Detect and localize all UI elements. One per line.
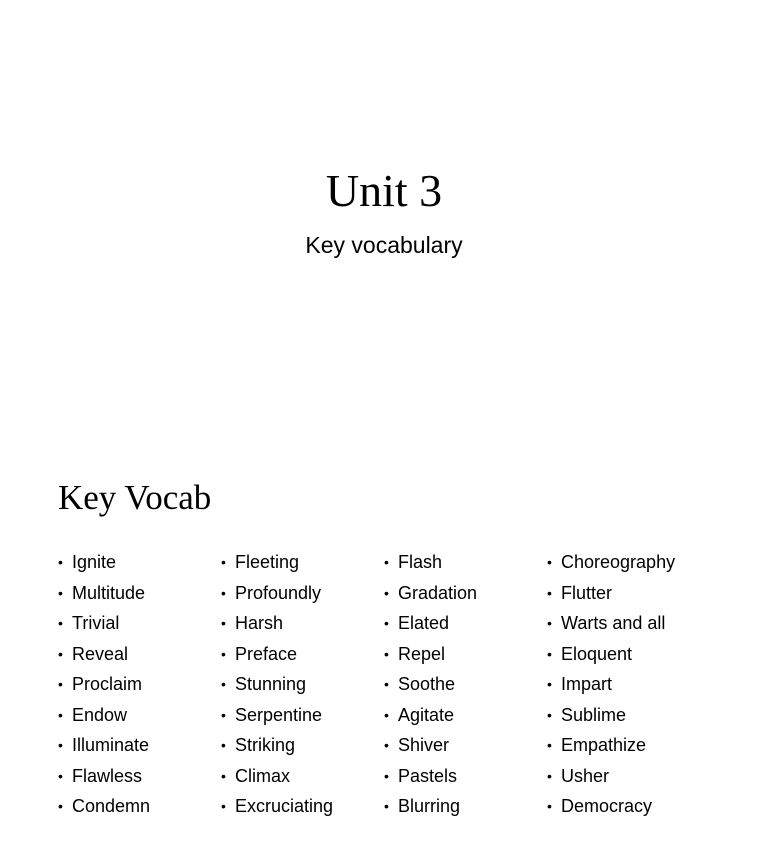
vocab-word: Soothe — [398, 674, 456, 694]
bullet-icon: • — [384, 584, 389, 601]
bullet-icon: • — [58, 737, 63, 753]
bullet-icon: • — [384, 798, 389, 814]
vocab-column-1 — [58, 547, 218, 822]
vocab-item — [384, 700, 544, 731]
bullet-icon: • — [547, 706, 552, 723]
vocab-item — [221, 730, 381, 761]
vocab-word: Usher — [561, 765, 610, 786]
bullet-icon: • — [221, 645, 226, 662]
vocab-word: Choreography — [561, 552, 676, 572]
vocab-word: Flawless — [72, 765, 143, 786]
vocab-item — [547, 547, 707, 578]
bullet-icon: • — [547, 737, 552, 753]
vocab-item — [58, 639, 218, 670]
vocab-item — [221, 639, 381, 670]
vocab-word: Illuminate — [72, 735, 150, 755]
vocab-word: Elated — [398, 613, 450, 633]
bullet-icon: • — [58, 767, 63, 784]
bullet-icon: • — [384, 767, 389, 784]
bullet-icon: • — [384, 676, 389, 692]
vocab-word: Fleeting — [235, 552, 300, 572]
vocab-word: Trivial — [72, 613, 120, 633]
bullet-icon: • — [384, 737, 389, 753]
vocab-word: Profoundly — [235, 582, 322, 603]
bullet-icon: • — [384, 706, 389, 723]
bullet-icon: • — [547, 767, 552, 784]
vocab-item — [547, 639, 707, 670]
vocab-item — [221, 608, 381, 639]
bullet-icon: • — [547, 676, 552, 692]
vocab-item — [58, 608, 218, 639]
vocab-item — [221, 578, 381, 609]
vocab-item — [547, 761, 707, 792]
bullet-icon: • — [547, 798, 552, 814]
vocab-word: Gradation — [398, 582, 478, 603]
vocab-item — [58, 761, 218, 792]
vocab-word: Eloquent — [561, 643, 633, 664]
vocab-item — [58, 700, 218, 731]
slide-subtitle: Key vocabulary — [305, 232, 463, 258]
vocab-item — [58, 730, 218, 761]
vocab-word: Endow — [72, 704, 128, 725]
vocab-word: Preface — [235, 643, 298, 664]
vocab-item — [58, 791, 218, 822]
bullet-icon: • — [221, 767, 226, 784]
bullet-icon: • — [58, 706, 63, 723]
bullet-icon: • — [58, 798, 63, 814]
vocab-item — [547, 608, 707, 639]
bullet-icon: • — [221, 706, 226, 723]
vocab-word: Climax — [235, 765, 291, 786]
bullet-icon: • — [547, 645, 552, 662]
vocab-item — [384, 791, 544, 822]
vocab-item — [547, 669, 707, 700]
vocab-word: Agitate — [398, 704, 455, 725]
vocab-item — [58, 547, 218, 578]
bullet-icon: • — [221, 554, 226, 570]
bullet-icon: • — [58, 676, 63, 692]
slide-title: Unit 3 — [325, 165, 443, 216]
vocab-word: Striking — [235, 735, 296, 755]
vocab-item — [221, 791, 381, 822]
vocab-column-4 — [547, 547, 707, 822]
bullet-icon: • — [384, 645, 389, 662]
vocab-item — [384, 669, 544, 700]
bullet-icon: • — [221, 584, 226, 601]
vocab-item — [384, 608, 544, 639]
vocab-word: Stunning — [235, 674, 307, 694]
bullet-icon: • — [384, 554, 389, 570]
vocab-item — [58, 578, 218, 609]
vocab-item — [384, 730, 544, 761]
bullet-icon: • — [547, 554, 552, 570]
vocab-item — [58, 669, 218, 700]
vocab-word: Reveal — [72, 643, 129, 664]
bullet-icon: • — [547, 584, 552, 601]
vocab-word: Empathize — [561, 735, 647, 755]
vocab-item — [547, 791, 707, 822]
vocab-word: Shiver — [398, 735, 450, 755]
bullet-icon: • — [58, 615, 63, 631]
vocab-heading: Key Vocab — [58, 478, 212, 517]
vocab-item — [221, 669, 381, 700]
bullet-icon: • — [221, 737, 226, 753]
vocab-word: Serpentine — [235, 704, 323, 725]
bullet-icon: • — [221, 798, 226, 814]
vocab-word: Condemn — [72, 796, 151, 816]
bullet-icon: • — [547, 615, 552, 631]
bullet-icon: • — [58, 645, 63, 662]
vocab-word: Democracy — [561, 796, 653, 816]
bullet-icon: • — [221, 676, 226, 692]
vocab-item — [384, 761, 544, 792]
vocab-word: Harsh — [235, 613, 284, 633]
vocab-item — [547, 730, 707, 761]
vocab-item — [384, 578, 544, 609]
vocab-word: Sublime — [561, 704, 627, 725]
bullet-icon: • — [221, 615, 226, 631]
vocab-word: Blurring — [398, 796, 461, 816]
vocab-word: Multitude — [72, 582, 146, 603]
vocab-word: Excruciating — [235, 796, 334, 816]
vocab-word: Flutter — [561, 582, 613, 603]
vocab-item — [221, 700, 381, 731]
vocab-column-2 — [221, 547, 381, 822]
vocab-word: Warts and all — [561, 613, 666, 633]
bullet-icon: • — [58, 584, 63, 601]
vocab-item — [221, 761, 381, 792]
bullet-icon: • — [384, 615, 389, 631]
vocab-columns — [58, 547, 758, 847]
vocab-word: Pastels — [398, 765, 458, 786]
vocab-word: Proclaim — [72, 674, 143, 694]
vocab-item — [547, 700, 707, 731]
bullet-icon: • — [58, 554, 63, 570]
vocab-item — [384, 639, 544, 670]
vocab-word: Flash — [398, 552, 443, 572]
vocab-word: Impart — [561, 674, 613, 694]
vocab-word: Ignite — [72, 552, 117, 572]
vocab-item — [547, 578, 707, 609]
vocab-item — [221, 547, 381, 578]
vocab-column-3 — [384, 547, 544, 822]
vocab-item — [384, 547, 544, 578]
vocab-word: Repel — [398, 643, 446, 664]
